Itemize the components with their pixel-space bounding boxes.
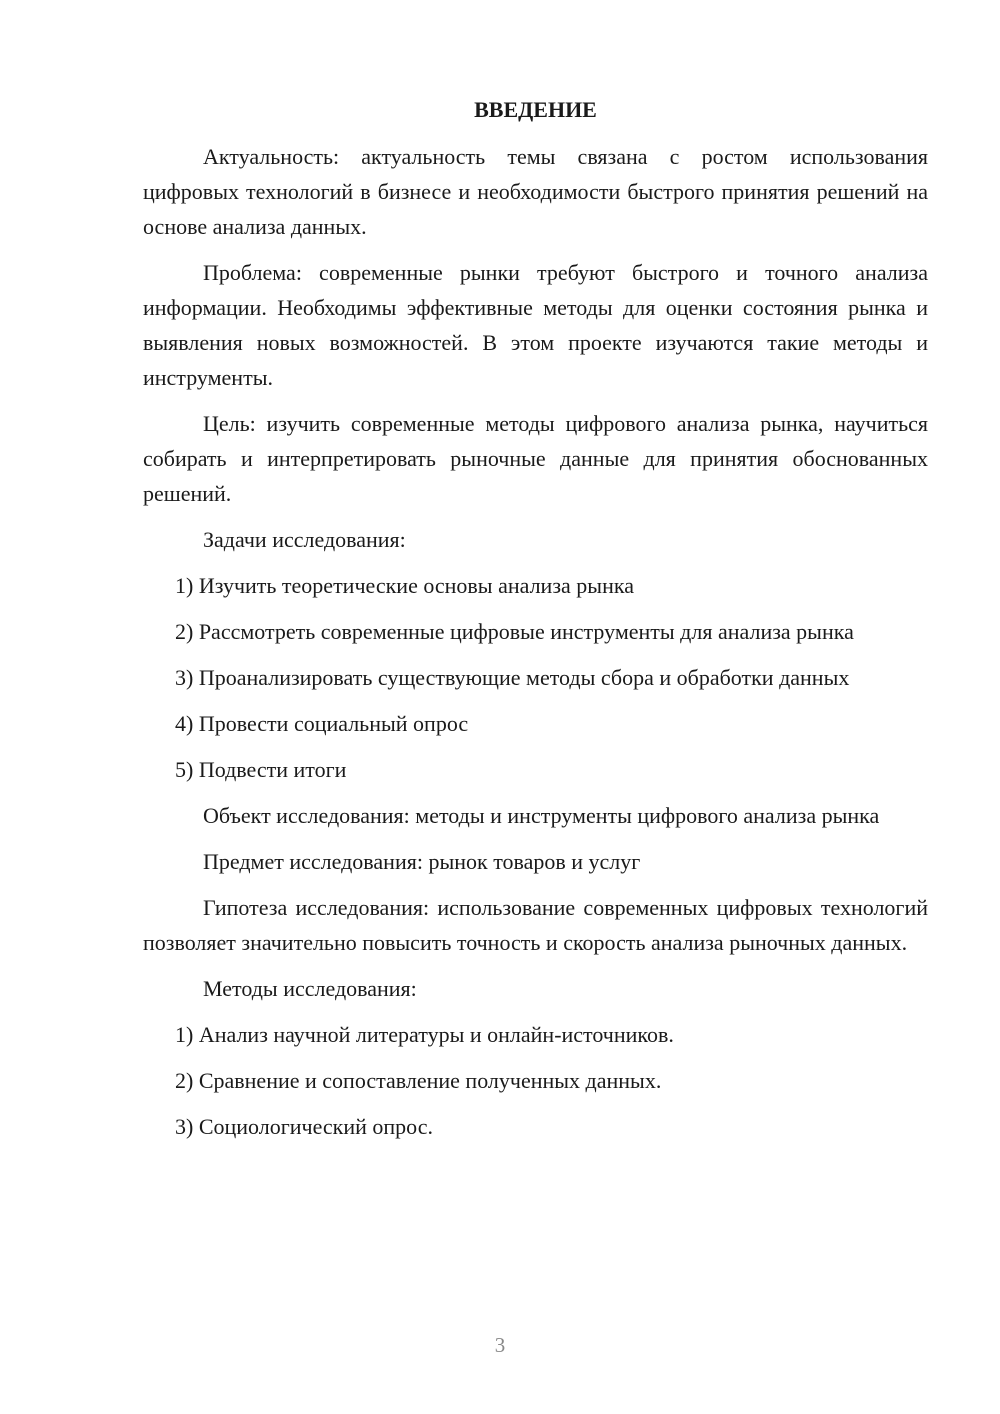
method-item: 1) Анализ научной литературы и онлайн-источников. xyxy=(175,1022,674,1047)
problem-paragraph: Проблема: современные рынки требуют быстрого и точного анализа информации. Необходимы эффективные методы для оценки состояния рынка и выявления новых возможностей. В этом проекте изучаются такие методы и инструменты. xyxy=(143,260,928,390)
tasks-title: Задачи исследования: xyxy=(203,527,406,552)
object-paragraph: Объект исследования: методы и инструменты цифрового анализа рынка xyxy=(203,803,880,828)
task-item: 1) Изучить теоретические основы анализа рынка xyxy=(175,573,634,598)
method-item: 2) Сравнение и сопоставление полученных данных. xyxy=(175,1068,662,1093)
document-page xyxy=(143,95,928,1155)
hypothesis-paragraph: Гипотеза исследования: использование современных цифровых технологий позволяет значительно повысить точность и скорость анализа рыночных данных. xyxy=(143,895,928,955)
subject-paragraph: Предмет исследования: рынок товаров и услуг xyxy=(203,849,641,874)
relevance-paragraph: Актуальность: актуальность темы связана с ростом использования цифровых технологий в бизнесе и необходимости быстрого принятия решений на основе анализа данных. xyxy=(143,144,928,239)
task-item: 4) Провести социальный опрос xyxy=(175,711,469,736)
section-heading: ВВЕДЕНИЕ xyxy=(474,97,597,122)
task-item: 2) Рассмотреть современные цифровые инструменты для анализа рынка xyxy=(175,619,854,644)
methods-title: Методы исследования: xyxy=(203,976,417,1001)
task-item: 3) Проанализировать существующие методы сбора и обработки данных xyxy=(175,665,850,690)
page-number: 3 xyxy=(494,1333,506,1357)
method-item: 3) Социологический опрос. xyxy=(175,1114,433,1139)
task-item: 5) Подвести итоги xyxy=(175,757,347,782)
goal-paragraph: Цель: изучить современные методы цифрового анализа рынка, научиться собирать и интерпретировать рыночные данные для принятия обоснованных решений. xyxy=(143,411,928,506)
